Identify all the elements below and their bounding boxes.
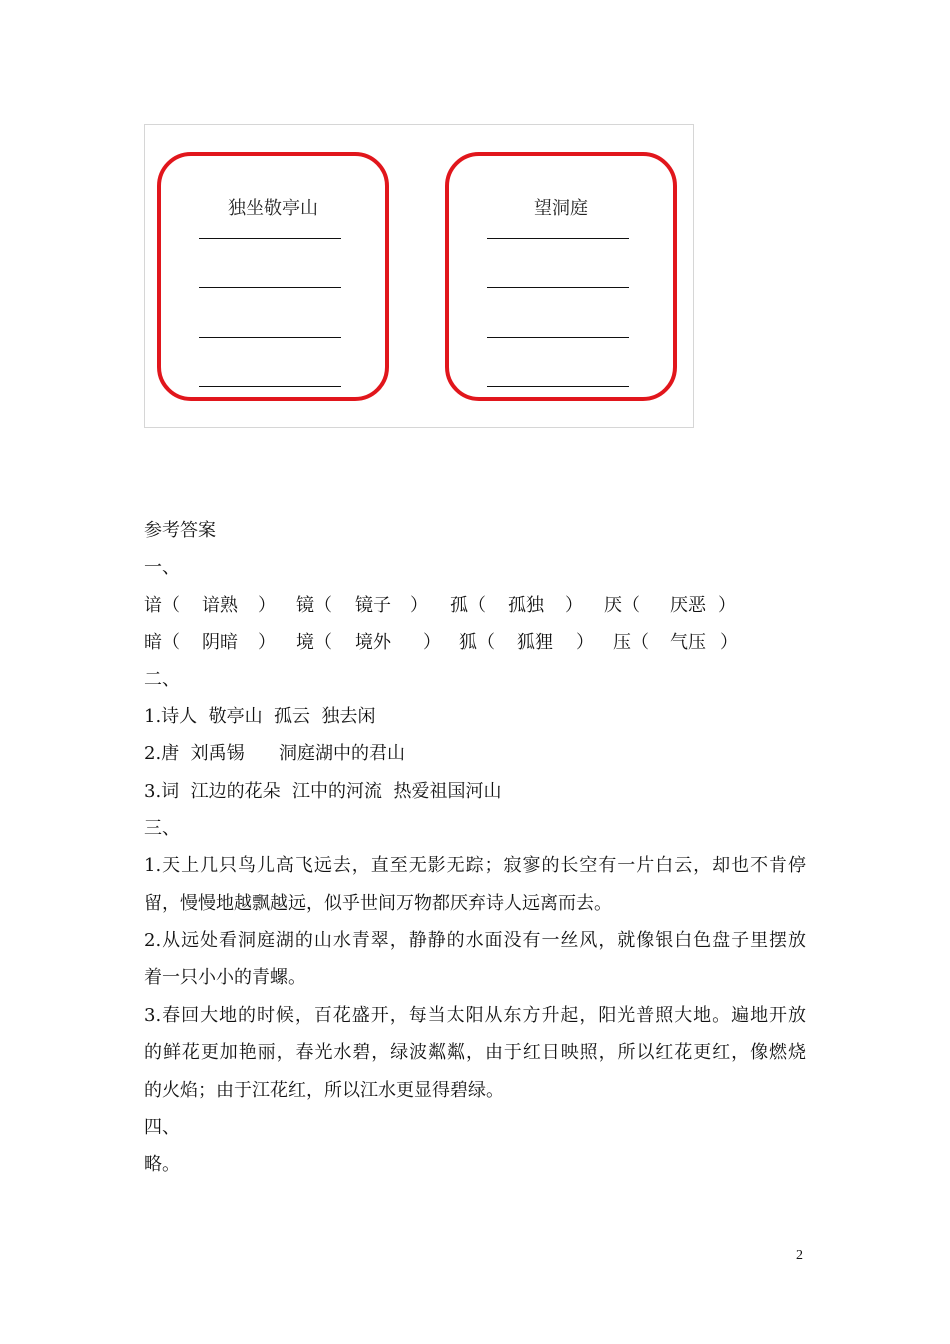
blank-line: [487, 287, 629, 288]
word-paren: ）: [720, 632, 738, 653]
word-char: 狐（: [459, 632, 495, 653]
word-paren: ）: [258, 595, 276, 616]
paragraph-line: 1.天上几只鸟儿高飞远去，直至无影无踪；寂寥的长空有一片白云，却也不肯停: [144, 855, 806, 876]
word-answer: 镜子: [355, 595, 391, 616]
word-char: 谙（: [144, 595, 180, 616]
paragraph-line: 留，慢慢地越飘越远，似乎世间万物都厌弃诗人远离而去。: [144, 893, 612, 914]
answer-item: 3.词 江边的花朵 江中的河流 热爱祖国河山: [144, 781, 502, 802]
word-char: 暗（: [144, 632, 180, 653]
blank-line: [487, 238, 629, 239]
word-row-2: [144, 631, 784, 655]
blank-line: [199, 386, 341, 387]
word-char: 镜（: [296, 595, 332, 616]
blank-line: [199, 337, 341, 338]
answer-item: 略。: [144, 1154, 180, 1175]
word-answer: 谙熟: [202, 595, 238, 616]
word-paren: ）: [410, 595, 428, 616]
answer-item: 1.诗人 敬亭山 孤云 独去闲: [144, 706, 376, 727]
poem-card-title: 望洞庭: [534, 198, 588, 219]
poem-card-title: 独坐敬亭山: [228, 198, 318, 219]
paragraph-line: 2.从远处看洞庭湖的山水青翠，静静的水面没有一丝风，就像银白色盘子里摆放: [144, 930, 806, 951]
blank-line: [487, 386, 629, 387]
word-answer: 境外: [355, 632, 391, 653]
blank-line: [487, 337, 629, 338]
word-char: 厌（: [604, 595, 640, 616]
word-answer: 狐狸: [517, 632, 553, 653]
word-paren: ）: [565, 595, 583, 616]
paragraph-line: 着一只小小的青螺。: [144, 967, 306, 988]
word-paren: ）: [258, 632, 276, 653]
worksheet-figure: [144, 124, 694, 428]
word-paren: ）: [423, 632, 441, 653]
section-label: 四、: [144, 1117, 180, 1138]
word-char: 压（: [613, 632, 649, 653]
poem-card-dzjts: [157, 152, 389, 401]
answer-heading: 参考答案: [144, 520, 216, 541]
section-label: 一、: [144, 557, 180, 578]
word-answer: 孤独: [508, 595, 544, 616]
word-paren: ）: [576, 632, 594, 653]
word-char: 境（: [296, 632, 332, 653]
section-label: 二、: [144, 669, 180, 690]
paragraph-line: 的鲜花更加艳丽，春光水碧，绿波粼粼，由于红日映照，所以红花更红，像燃烧: [144, 1042, 806, 1063]
section-label: 三、: [144, 818, 180, 839]
word-answer: 阴暗: [202, 632, 238, 653]
paragraph-line: 3.春回大地的时候，百花盛开，每当太阳从东方升起，阳光普照大地。遍地开放: [144, 1005, 806, 1026]
blank-line: [199, 287, 341, 288]
word-answer: 气压: [670, 632, 706, 653]
poem-card-wdt: [445, 152, 677, 401]
word-paren: ）: [718, 595, 736, 616]
word-answer: 厌恶: [670, 595, 706, 616]
page-number: 2: [796, 1248, 803, 1263]
word-char: 孤（: [450, 595, 486, 616]
word-row-1: [144, 594, 784, 618]
blank-line: [199, 238, 341, 239]
answer-item: 2.唐 刘禹锡 洞庭湖中的君山: [144, 743, 405, 764]
paragraph-line: 的火焰；由于江花红，所以江水更显得碧绿。: [144, 1080, 504, 1101]
